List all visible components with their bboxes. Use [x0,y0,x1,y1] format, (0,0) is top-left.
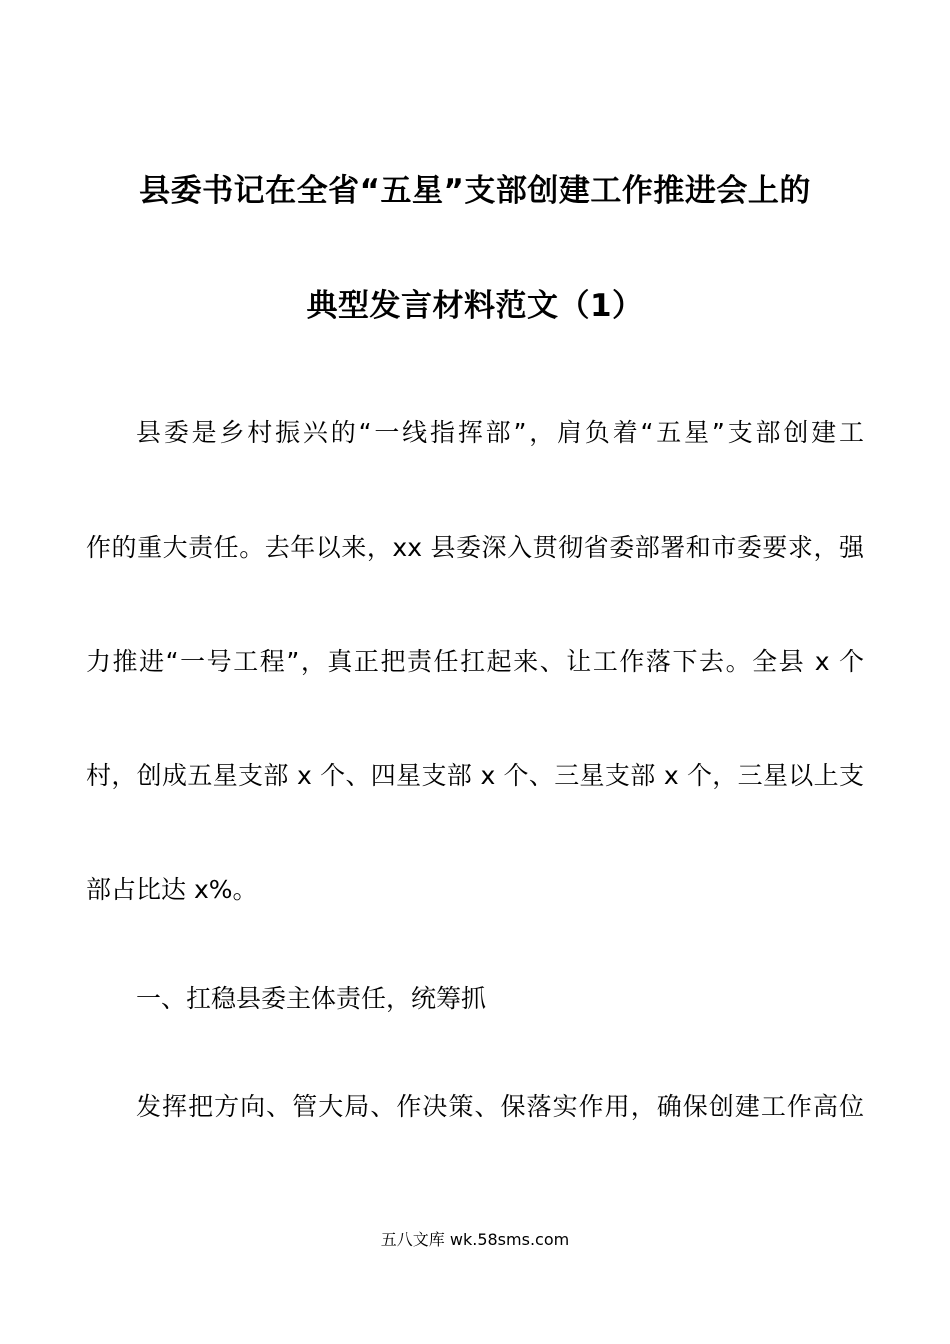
paragraph-1-line-5: 部占比达 x%。 [86,875,258,904]
paragraph-1-line-2: 作的重大责任。去年以来，xx 县委深入贯彻省委部署和市委要求，强 [86,533,864,562]
paragraph-2-line-1: 发挥把方向、管大局、作决策、保落实作用，确保创建工作高位 [136,1092,864,1121]
document-title-line-2: 典型发言材料范文（1） [306,288,644,324]
paragraph-1-line-3: 力推进“一号工程”，真正把责任扛起来、让工作落下去。全县 x 个 [86,647,864,676]
paragraph-1-line-1: 县委是乡村振兴的“一线指挥部”，肩负着“五星”支部创建工 [136,418,864,447]
paragraph-1-line-4: 村，创成五星支部 x 个、四星支部 x 个、三星支部 x 个，三星以上支 [86,761,864,790]
footer-watermark: 五八文库 wk.58sms.com [380,1230,570,1249]
document-title-line-1: 县委书记在全省“五星”支部创建工作推进会上的 [139,173,811,209]
section-heading: 一、扛稳县委主体责任，统筹抓 [136,984,487,1013]
